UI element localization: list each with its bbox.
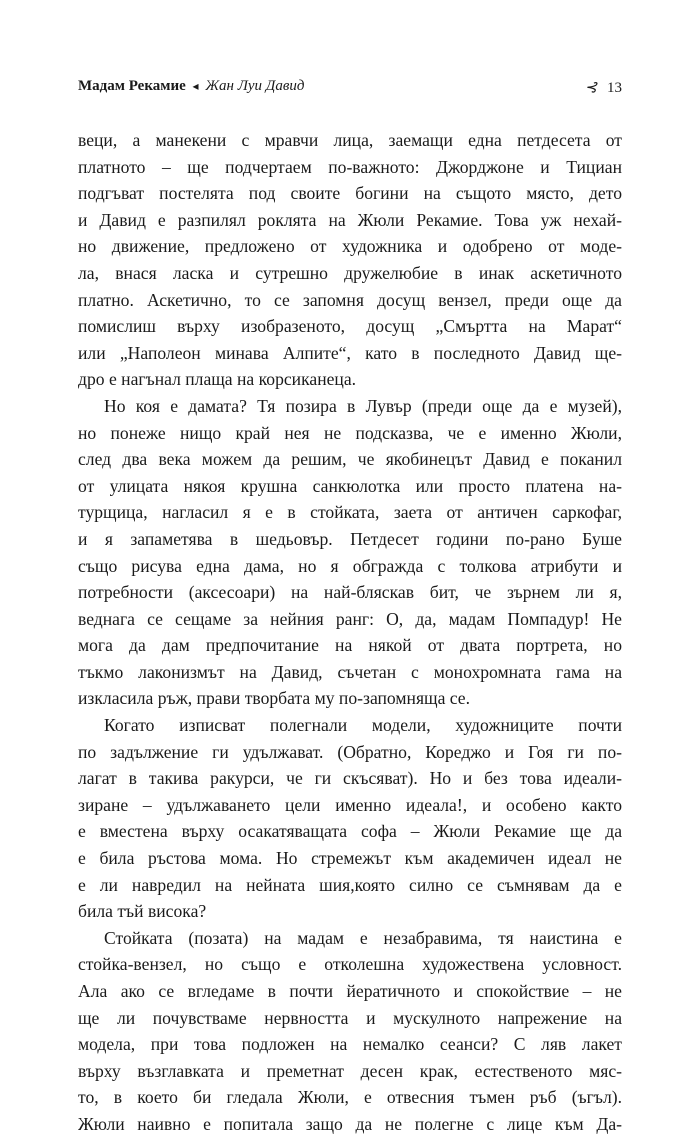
text-line: зиране – удължаването цели именно идеала!, и особено както	[78, 794, 622, 815]
text-line: по задължение ги удължават. (Обратно, Кореджо и Гоя ги по-	[78, 741, 622, 762]
text-line: веци, а манекени с мравчи лица, заемащи една петдесета от	[78, 130, 622, 150]
text-line: модела, при това подложен на немалко сеанси? С ляв лакет	[78, 1034, 622, 1055]
page-number: 13	[607, 80, 622, 96]
text-line: но понеже нищо край нея не подсказва, че е именно Жюли,	[78, 422, 622, 443]
separator-arrow-icon: ◂	[192, 79, 199, 93]
text-line: Но коя е дамата? Тя позира в Лувър (преди още да е музей),	[104, 395, 622, 416]
running-subtitle: Жан Луи Давид	[205, 78, 305, 94]
running-header-right	[585, 78, 622, 97]
text-line: също рисува една дама, но я обгражда с толкова атрибути и	[78, 555, 622, 576]
text-line: но движение, предложено от художника и одобрено от моде-	[78, 236, 622, 257]
text-line: и я запаметява в шедьовър. Петдесет години по-рано Буше	[78, 528, 622, 549]
text-line: и Давид е разпилял роклята на Жюли Рекамие. Това уж нехай-	[78, 209, 622, 230]
ornament-icon: ⊰	[584, 80, 598, 96]
text-line: изкласила ръж, прави творбата му по-запомняща се.	[78, 688, 471, 709]
text-line: е вместена върху осакатяващата софа – Жюли Рекамие ще да	[78, 821, 622, 842]
text-line: веднага се сещаме за нейния ранг: О, да, мадам Помпадур! Не	[78, 608, 622, 629]
text-line: то, в което би гледала Жюли, е отвесния тъмен ръб (ъгъл).	[78, 1087, 622, 1108]
running-header	[78, 78, 622, 100]
text-line: Ала ако се вгледаме в почти йератичното и спокойствие – не	[78, 981, 622, 1001]
running-title: Мадам Рекамие	[78, 78, 186, 94]
text-line: платното – ще подчертаем по-важното: Джорджоне и Тициан	[78, 156, 622, 177]
text-line: стойка-вензел, но също е отколешна художествена условност.	[78, 954, 622, 975]
text-line: Стойката (позата) на мадам е незабравима, тя наистина е	[104, 927, 622, 948]
text-line: е била ръстова мома. Но стремежът към академичен идеал не	[78, 848, 622, 869]
text-line: помислиш върху изобразеното, досущ „Смъртта на Марат“	[78, 316, 622, 337]
text-line: е ли навредил на нейната шия,която силно се съмнявам да е	[78, 874, 622, 895]
text-line: тъкмо лаконизмът на Давид, съчетан с монохромната гама на	[78, 661, 622, 682]
running-header-left	[78, 78, 304, 95]
text-line: потребности (аксесоари) на най-бляскав бит, че зърнем ли я,	[78, 582, 622, 603]
text-line: подгъват постелята под своите богини на същото място, дето	[78, 183, 622, 204]
text-line: Жюли наивно е попитала защо да не полегне с лице към Да-	[78, 1113, 622, 1134]
text-line: лагат в такива ракурси, че ги скъсяват). Но и без това идеали-	[78, 768, 622, 789]
text-line: мога да дам предпочитание на някой от двата портрета, но	[78, 635, 622, 656]
text-line: дро е нагънал плаща на корсиканеца.	[78, 369, 357, 390]
text-line: върху възглавката и преметнат десен крак, естественото мяс-	[78, 1060, 622, 1081]
text-line: ла, внася ласка и сутрешно дружелюбие в инак аскетичното	[78, 262, 622, 283]
text-line: Когато изписват полегнали модели, художниците почти	[104, 715, 622, 736]
text-line: след два века можем да решим, че якобинецът Давид е поканил	[78, 449, 622, 470]
text-line: от улицата някоя крушна санкюлотка или просто платена на-	[78, 475, 622, 496]
text-line: била тъй висока?	[78, 901, 207, 922]
text-line: платно. Аскетично, то се запомня досущ вензел, преди още да	[78, 289, 622, 310]
body-text	[78, 127, 622, 1138]
text-line: турщица, нагласил я е в стойката, заета от античен саркофаг,	[78, 502, 622, 523]
text-line: или „Наполеон минава Алпите“, като в последното Давид ще-	[78, 342, 622, 363]
text-line: ще ли почувстваме нервността и мускулното напрежение на	[78, 1007, 622, 1028]
